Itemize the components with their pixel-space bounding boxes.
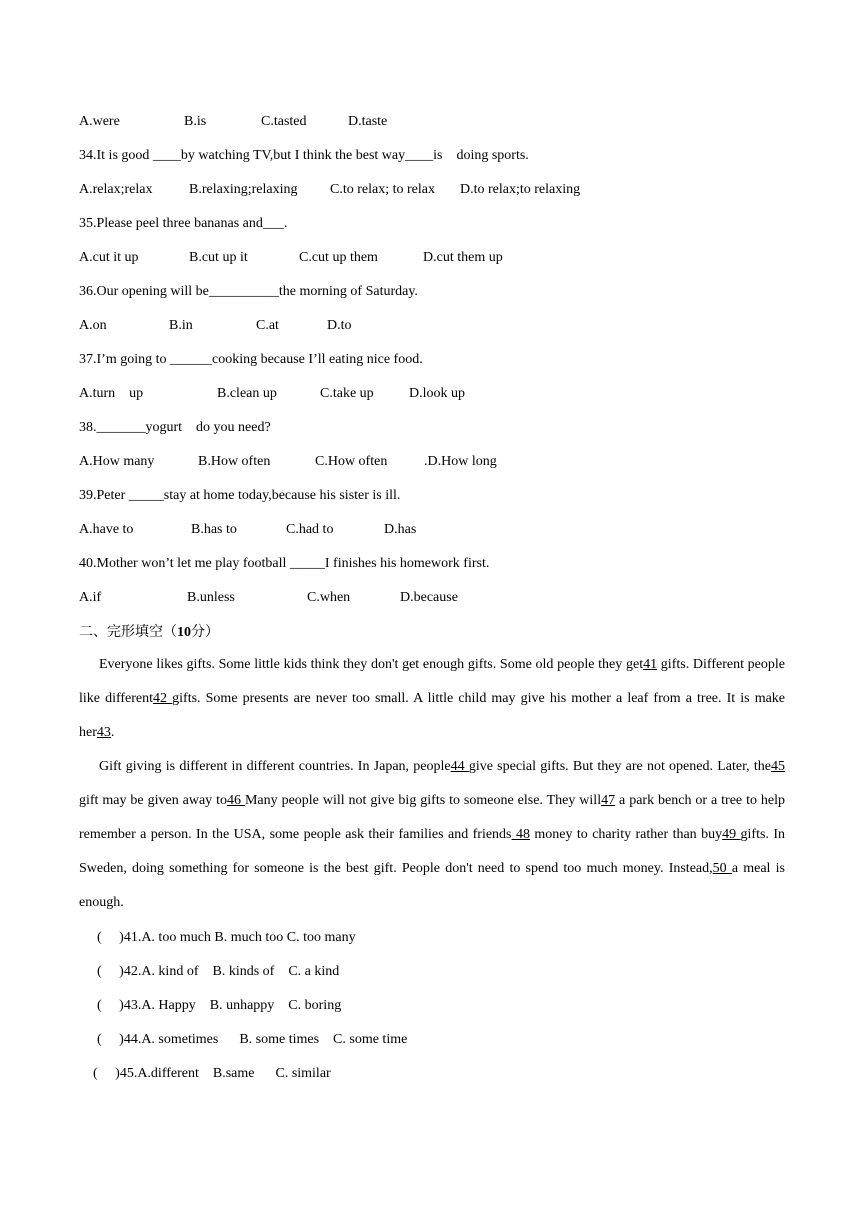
- para2-text-7: gifts. In Sweden, doing something for someone is the best gift. People don't need to spend too much money. Instead,: [79, 827, 786, 876]
- question-40-options: [79, 588, 787, 608]
- para2-text-2: give special gifts. But they are not opened. Later, the: [468, 759, 772, 774]
- blank-42: 42: [153, 691, 173, 706]
- option-c: C.when: [307, 590, 351, 605]
- option-b: B.cut up it: [189, 250, 248, 265]
- question-34-options: [79, 180, 787, 200]
- option-a: A.How many: [79, 454, 155, 469]
- option-b: B.relaxing;relaxing: [189, 182, 298, 197]
- option-d: .D.How long: [424, 454, 497, 469]
- question-35-options: [79, 248, 787, 268]
- para2-text-6: money to charity rather than buy: [529, 827, 723, 842]
- cloze-question-41: ( )41.A. too much B. much too C. too many: [97, 930, 356, 945]
- question-40-stem: 40.Mother won’t let me play football _____I finishes his homework first.: [79, 556, 490, 571]
- cloze-question-42: ( )42.A. kind of B. kinds of C. a kind: [97, 964, 340, 979]
- option-c: C.How often: [315, 454, 388, 469]
- option-a: A.if: [79, 590, 102, 605]
- para1-text-3: gifts. Some presents are never too small. A little child may give his mother a leaf from a tree. It is make her: [79, 691, 786, 740]
- option-c: C.take up: [320, 386, 374, 401]
- option-c: C.tasted: [261, 114, 307, 129]
- blank-41: 41: [643, 657, 658, 672]
- para2-text-5: a park bench or a tree to help remember a person. In the USA, some people ask their families and friends: [79, 793, 786, 842]
- para2-text-4: Many people will not give big gifts to someone else. They will: [244, 793, 602, 808]
- question-35-stem: 35.Please peel three bananas and___.: [79, 216, 288, 231]
- option-b: B.has to: [191, 522, 237, 537]
- question-37-stem: 37.I’m going to ______cooking because I’ll eating nice food.: [79, 352, 423, 367]
- option-d: D.has: [384, 522, 417, 537]
- option-d: D.taste: [348, 114, 388, 129]
- para1-text-1: Everyone likes gifts. Some little kids think they don't get enough gifts. Some old people they get: [99, 657, 644, 672]
- option-a: A.were: [79, 114, 120, 129]
- section-points: 10: [177, 625, 191, 640]
- option-a: A.relax;relax: [79, 182, 153, 197]
- question-39-stem: 39.Peter _____stay at home today,because his sister is ill.: [79, 488, 401, 503]
- option-b: B.is: [184, 114, 207, 129]
- option-d: D.to relax;to relaxing: [460, 182, 581, 197]
- blank-48: 48: [511, 827, 530, 842]
- blank-46: 46: [227, 793, 245, 808]
- blank-50: 50: [712, 861, 732, 876]
- option-c: C.at: [256, 318, 279, 333]
- section-title-cn: 二、完形填空（: [79, 624, 177, 640]
- option-b: B.in: [169, 318, 193, 333]
- option-a: A.turn up: [79, 386, 144, 401]
- question-37-options: [79, 384, 787, 404]
- option-d: D.to: [327, 318, 352, 333]
- blank-47: 47: [601, 793, 616, 808]
- option-d: D.cut them up: [423, 250, 503, 265]
- cloze-question-45: ( )45.A.different B.same C. similar: [93, 1066, 331, 1081]
- blank-45: 45: [771, 759, 786, 774]
- question-33-options: [79, 112, 787, 132]
- option-a: A.have to: [79, 522, 134, 537]
- cloze-question-44: ( )44.A. sometimes B. some times C. some time: [97, 1032, 408, 1047]
- option-a: A.on: [79, 318, 107, 333]
- option-b: B.unless: [187, 590, 235, 605]
- option-c: C.to relax; to relax: [330, 182, 435, 197]
- question-39-options: [79, 520, 787, 540]
- para2-text-8: a meal is enough.: [79, 861, 785, 910]
- question-38-stem: 38._______yogurt do you need?: [79, 420, 271, 435]
- section-heading-cloze: [79, 622, 787, 642]
- option-b: B.clean up: [217, 386, 277, 401]
- para2-text-3: gift may be given away to: [79, 793, 228, 808]
- option-b: B.How often: [198, 454, 271, 469]
- option-d: D.look up: [409, 386, 465, 401]
- para1-text-2: gifts. Different people like different: [79, 657, 785, 706]
- blank-44: 44: [450, 759, 469, 774]
- question-36-options: [79, 316, 787, 336]
- para1-text-4: .: [110, 725, 115, 740]
- section-title-end: 分）: [191, 624, 219, 640]
- blank-43: 43: [96, 725, 111, 740]
- question-38-options: [79, 452, 787, 472]
- blank-49: 49: [722, 827, 741, 842]
- cloze-question-43: ( )43.A. Happy B. unhappy C. boring: [97, 998, 342, 1013]
- question-34-stem: 34.It is good ____by watching TV,but I think the best way____is doing sports.: [79, 148, 529, 163]
- cloze-paragraph-1: [79, 648, 785, 750]
- question-36-stem: 36.Our opening will be__________the morning of Saturday.: [79, 284, 418, 299]
- option-a: A.cut it up: [79, 250, 139, 265]
- option-d: D.because: [400, 590, 458, 605]
- option-c: C.cut up them: [299, 250, 378, 265]
- option-c: C.had to: [286, 522, 334, 537]
- cloze-paragraph-2: [79, 750, 785, 920]
- para2-text-1: Gift giving is different in different countries. In Japan, people: [99, 759, 451, 774]
